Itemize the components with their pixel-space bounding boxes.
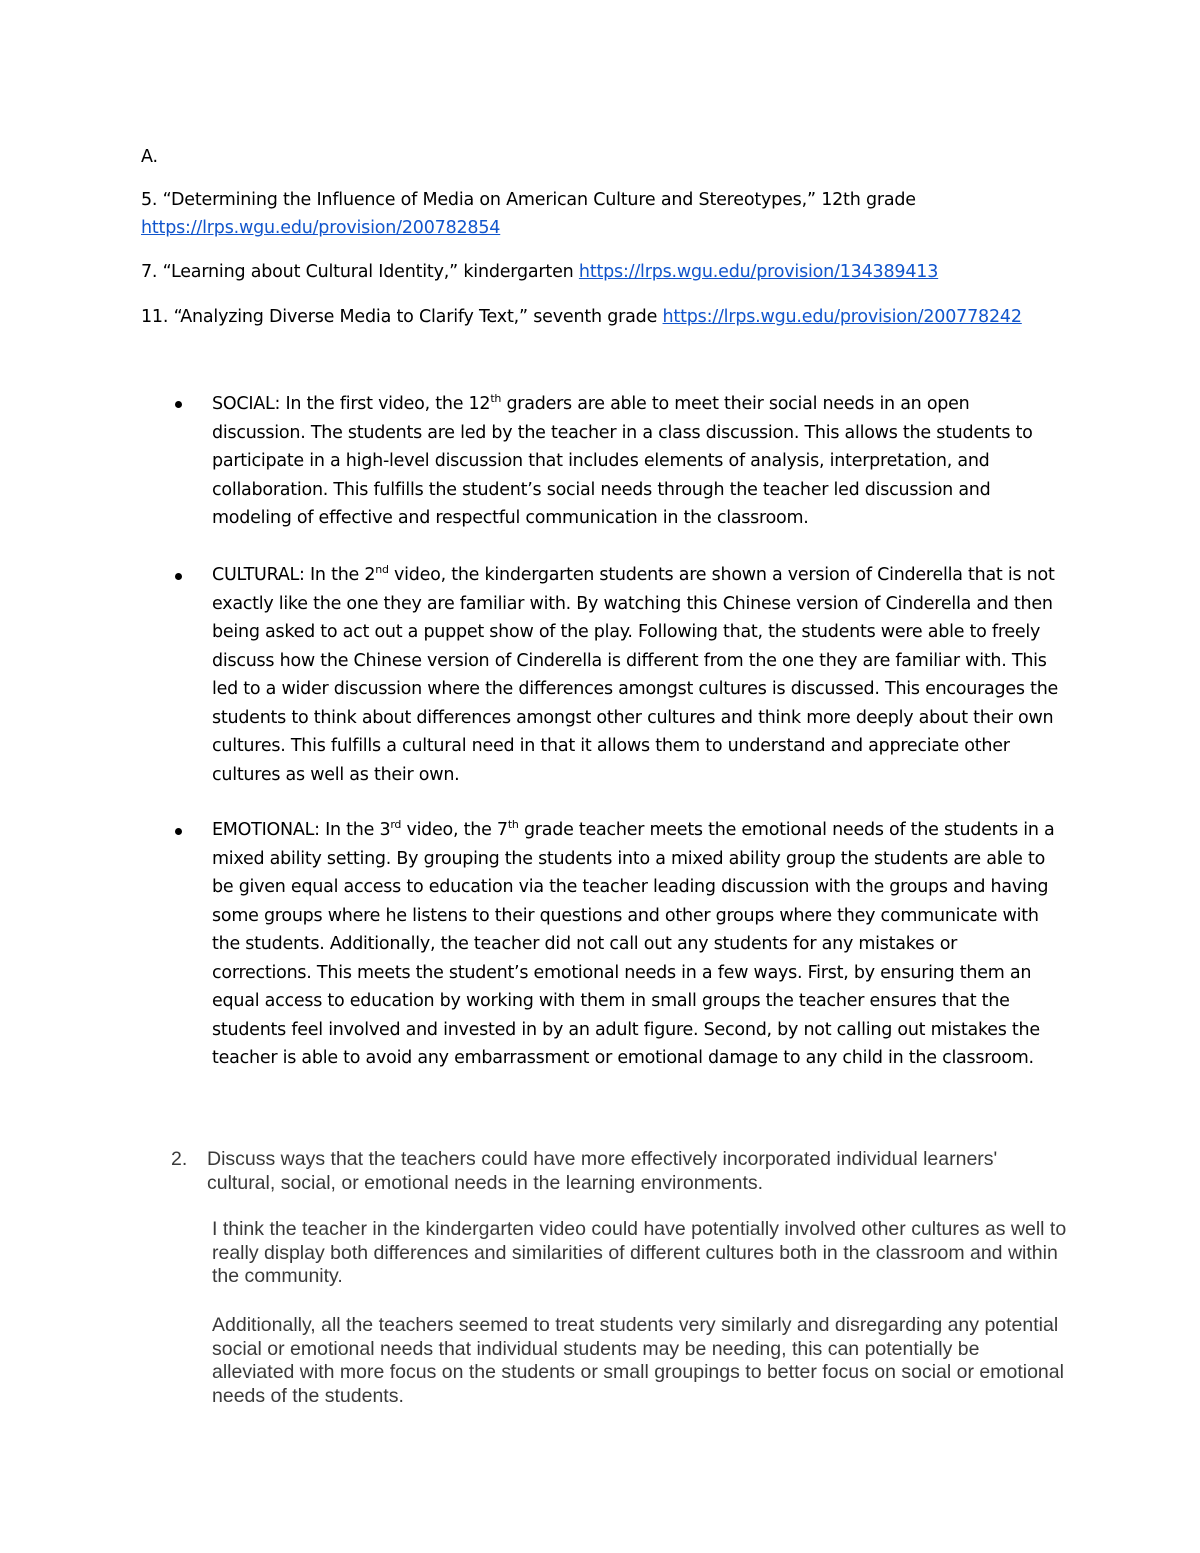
bullet-icon [175,401,182,408]
video-title: “Analyzing Diverse Media to Clarify Text,” [173,307,528,327]
answer-paragraph: Additionally, all the teachers seemed to treat students very similarly and disregarding any potential social or emotional needs that individual students may be needing, this can potentially be alleviated with more focus on the students or small groupings to better focus on social or emotional needs of the students. [212,1314,1064,1407]
cultural-text-start: In the 2 [310,565,376,585]
video-link[interactable]: https://lrps.wgu.edu/provision/134389413 [578,262,939,282]
video-title: “Learning about Cultural Identity,” [162,262,458,282]
video-grade: kindergarten [463,262,574,282]
emotional-text-mid: video, the 7 [406,820,508,840]
emotional-label: EMOTIONAL: [212,820,320,840]
ordinal-suffix: nd [375,563,389,576]
video-entry-title [141,189,916,211]
video-entry [141,261,938,283]
video-entry [141,306,1022,328]
video-number: 5. [141,190,158,210]
video-grade: seventh grade [533,307,658,327]
ordinal-suffix: th [507,818,519,831]
social-text-start: In the first video, the 12 [285,394,491,414]
video-link[interactable]: https://lrps.wgu.edu/provision/200782854 [141,218,501,238]
ordinal-suffix: rd [390,818,402,831]
social-text: graders are able to meet their social needs in an open discussion. The students are led by the teacher in a class discussion. This allows the students to participate in a high-level discussion that includes elements of analysis, interpretation, and collaboration. This fulfills the student’s social needs through the teacher led discussion and modeling of effective and respectful communication in the classroom. [212,394,1033,528]
cultural-label: CULTURAL: [212,565,305,585]
social-paragraph [212,390,1062,533]
emotional-text: grade teacher meets the emotional needs of the students in a mixed ability setting. By grouping the students into a mixed ability group the students are able to be given equal access to education via the teacher leading discussion with the groups and having some groups where he listens to their questions and other groups where they communicate with the students. Additionally, the teacher did not call out any students for any mistakes or corrections. This meets the student’s emotional needs in a few ways. First, by ensuring them an equal access to education by working with them in small groups the teacher ensures that the students feel involved and invested in by an adult figure. Second, by not calling out mistakes the teacher is able to avoid any embarrassment or emotional damage to any child in the classroom. [212,820,1055,1068]
cultural-paragraph [212,561,1062,789]
video-number: 7. [141,262,158,282]
emotional-paragraph [212,816,1062,1073]
answer-paragraph: I think the teacher in the kindergarten video could have potentially involved other cultures as well to really display both differences and similarities of different cultures both in the classroom and within the community. [212,1218,1067,1287]
question-number: 2. [171,1148,188,1170]
ordinal-suffix: th [490,392,502,405]
bullet-icon [175,828,182,835]
social-label: SOCIAL: [212,394,281,414]
video-link[interactable]: https://lrps.wgu.edu/provision/200778242 [662,307,1022,327]
section-heading: A. [141,147,158,167]
bullet-icon [175,573,182,580]
video-grade: 12th grade [821,190,916,210]
video-title: “Determining the Influence of Media on American Culture and Stereotypes,” [162,190,816,210]
cultural-text: video, the kindergarten students are shown a version of Cinderella that is not exactly like the one they are familiar with. By watching this Chinese version of Cinderella and then being asked to act out a puppet show of the play. Following that, the students were able to freely discuss how the Chinese version of Cinderella is different from the one they are familiar with. This led to a wider discussion where the differences amongst cultures is discussed. This encourages the students to think about differences amongst other cultures and think more deeply about their own cultures. This fulfills a cultural need in that it allows them to understand and appreciate other cultures as well as their own. [212,565,1059,785]
video-entry-link-row [141,217,500,239]
video-number: 11. [141,307,169,327]
emotional-text-start: In the 3 [325,820,391,840]
question-text: Discuss ways that the teachers could have more effectively incorporated individual learners' cultural, social, or emotional needs in the learning environments. [207,1148,998,1194]
